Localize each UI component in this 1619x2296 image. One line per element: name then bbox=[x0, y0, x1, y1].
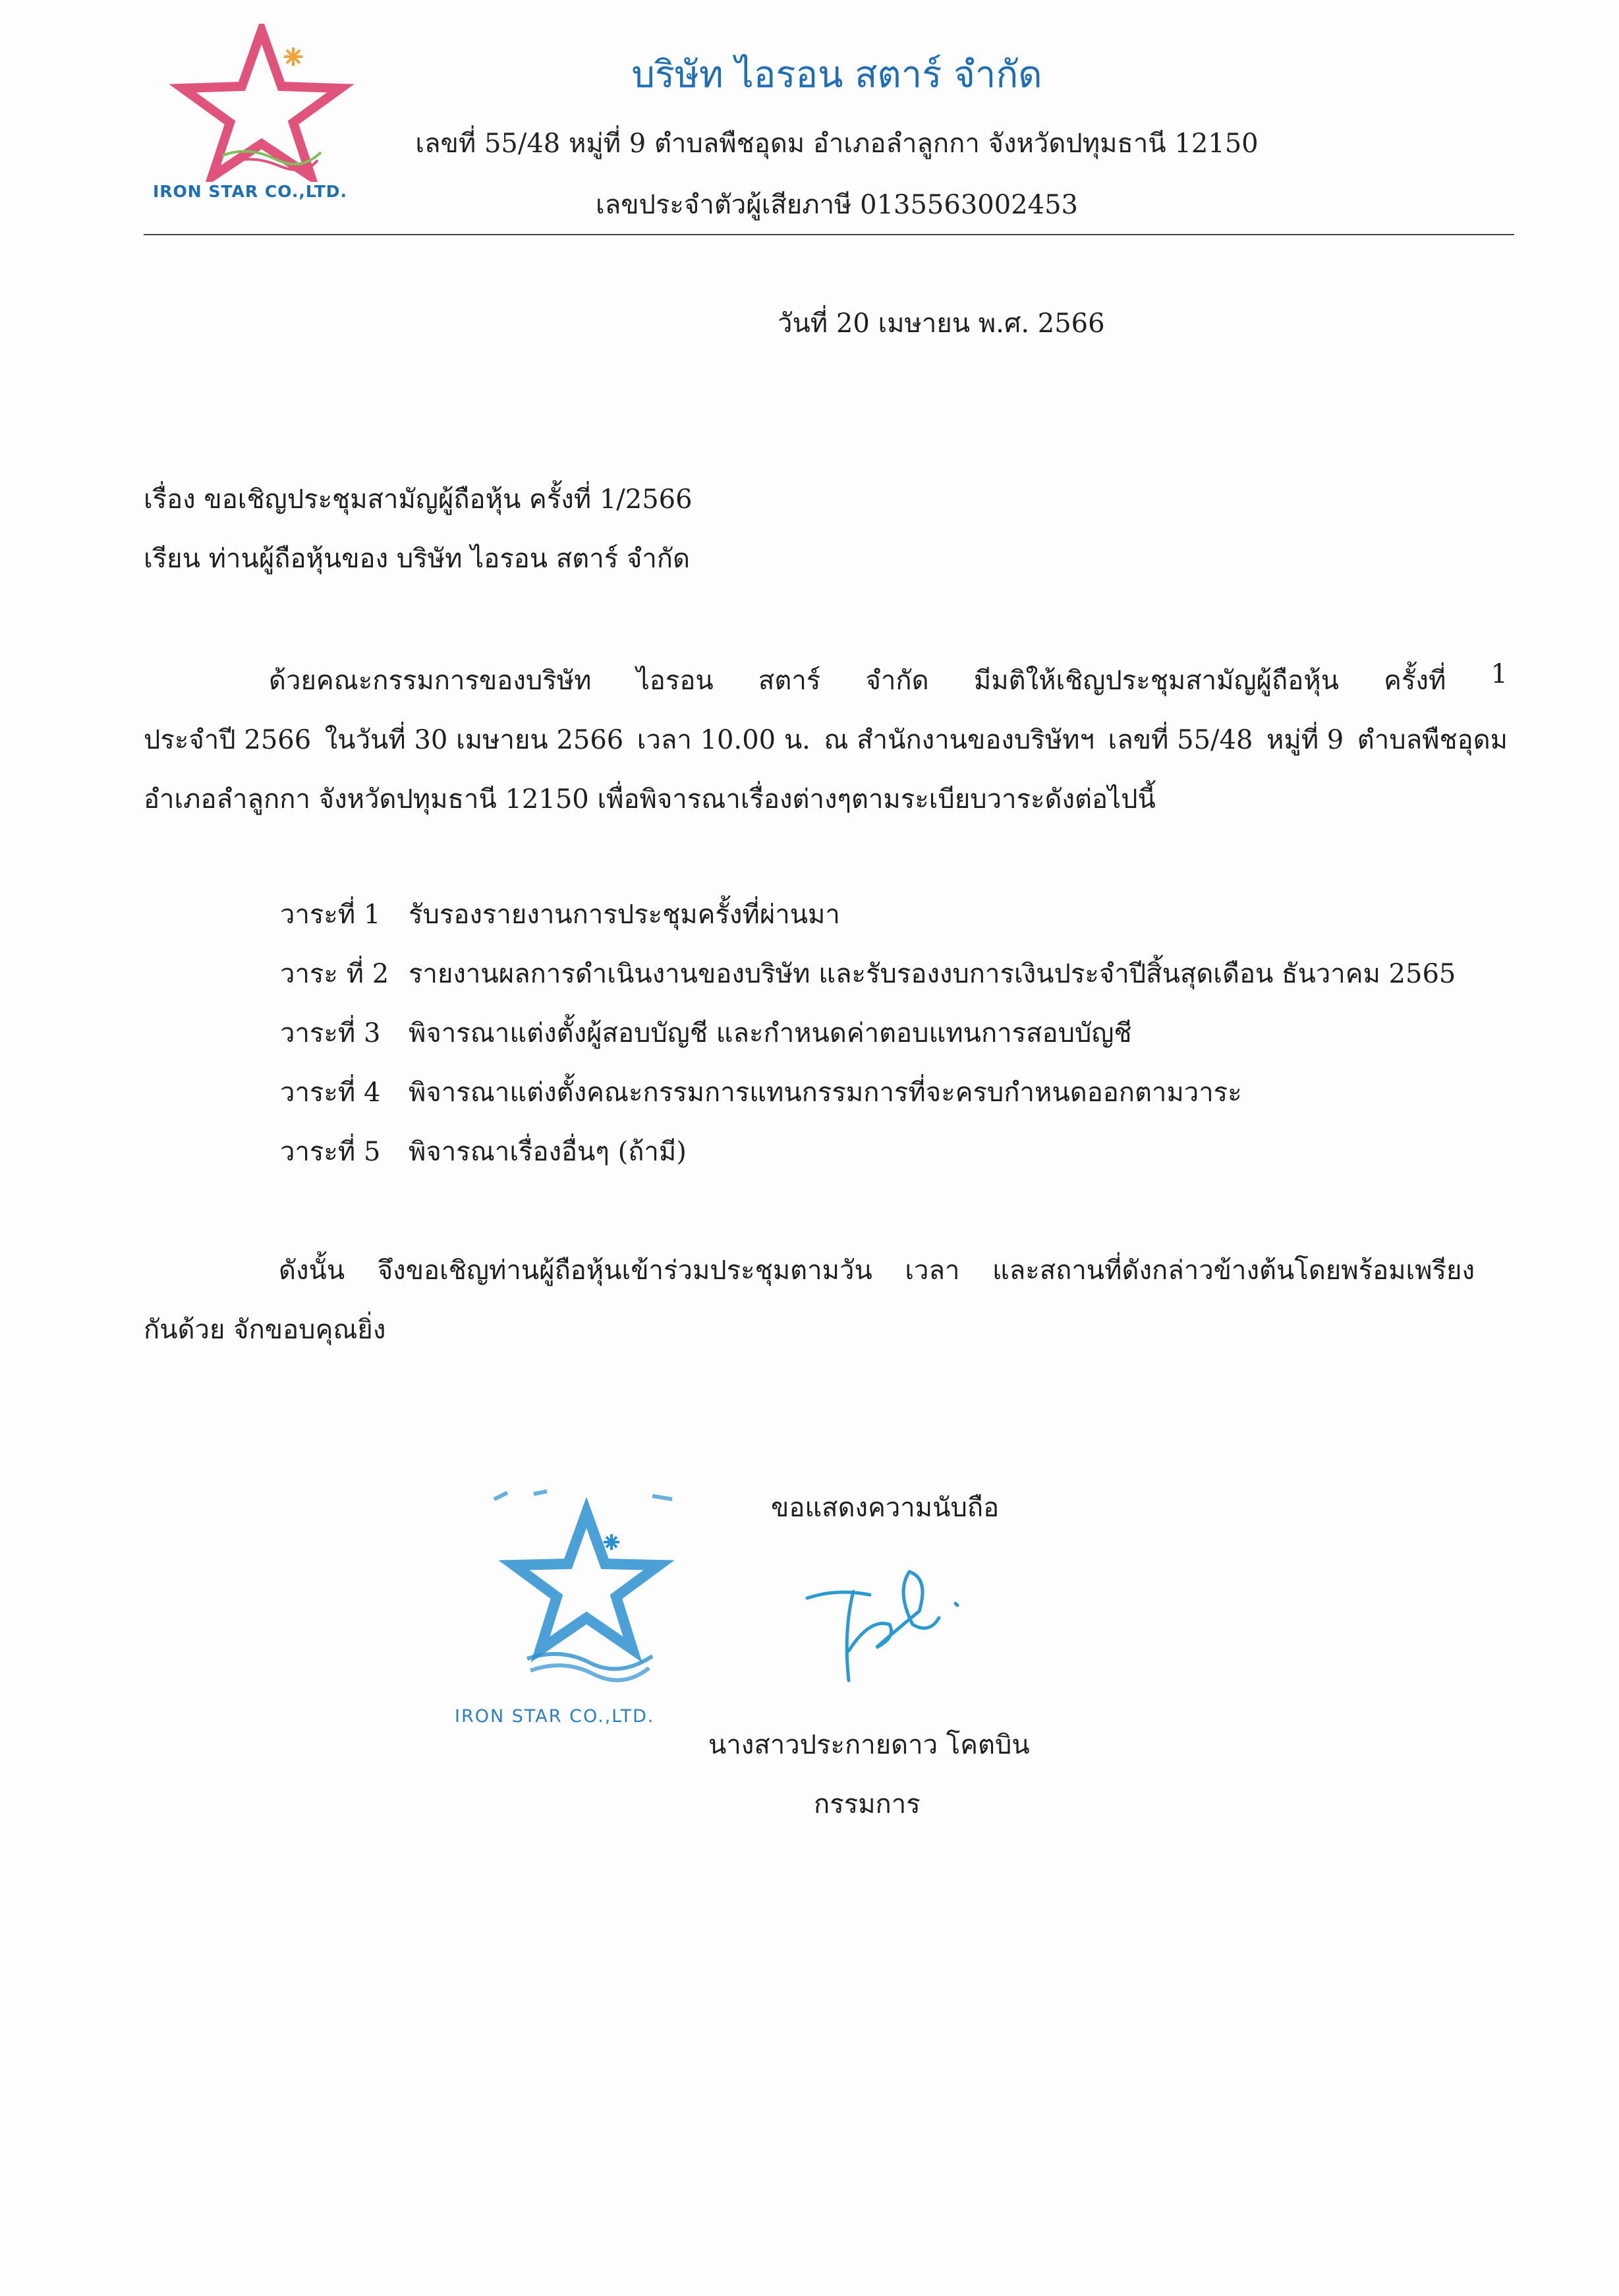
intro-word: ประจำปี 2566 bbox=[144, 725, 312, 755]
agenda-text: รายงานผลการดำเนินงานของบริษัท และรับรองงบการเงินประจำปีสิ้นสุดเดือน ธันวาคม 2565 bbox=[409, 959, 1456, 989]
intro-word: ณ สำนักงานของบริษัทฯ bbox=[824, 725, 1094, 755]
agenda-label: วาระที่ 3 bbox=[280, 1018, 381, 1048]
letter-date: วันที่ 20 เมษายน พ.ศ. 2566 bbox=[778, 308, 1105, 339]
closing-word: จึงขอเชิญท่านผู้ถือหุ้นเข้าร่วมประชุมตามวัน bbox=[377, 1255, 872, 1286]
company-stamp bbox=[455, 1486, 718, 1736]
intro-word: มีมติให้เชิญประชุมสามัญผู้ถือหุ้น bbox=[973, 666, 1339, 696]
closing-line-1 bbox=[144, 1249, 1475, 1291]
intro-line-2 bbox=[144, 718, 1508, 761]
intro-word: เลขที่ 55/48 bbox=[1108, 725, 1253, 755]
closing-line-2: กันด้วย จักขอบคุณยิ่ง bbox=[144, 1315, 386, 1345]
agenda-label: วาระ ที่ 2 bbox=[280, 959, 389, 989]
company-address: เลขที่ 55/48 หมู่ที่ 9 ตำบลพืชอุดม อำเภอลำลูกกา จังหวัดปทุมธานี 12150 bbox=[415, 129, 1259, 159]
company-tax-id: เลขประจำตัวผู้เสียภาษี 0135563002453 bbox=[596, 190, 1078, 220]
intro-word: หมู่ที่ 9 bbox=[1266, 725, 1344, 755]
agenda-label: วาระที่ 4 bbox=[280, 1077, 381, 1108]
intro-word: ตำบลพืชอุดม bbox=[1357, 725, 1508, 755]
closing-word: ดังนั้น bbox=[279, 1255, 345, 1286]
handwritten-signature bbox=[797, 1552, 995, 1717]
stamp-caption: IRON STAR CO.,LTD. bbox=[455, 1706, 655, 1727]
company-logo bbox=[153, 24, 370, 215]
agenda-item bbox=[280, 952, 1456, 994]
letter-subject: เรื่อง ขอเชิญประชุมสามัญผู้ถือหุ้น ครั้งที่ 1/2566 bbox=[144, 484, 693, 515]
signer-title: กรรมการ bbox=[814, 1789, 921, 1820]
company-name: บริษัท ไอรอน สตาร์ จำกัด bbox=[631, 53, 1042, 96]
agenda-item bbox=[280, 1130, 687, 1172]
intro-word: จำกัด bbox=[865, 666, 929, 696]
logo-caption: IRON STAR CO.,LTD. bbox=[153, 182, 347, 201]
signature-icon bbox=[797, 1552, 995, 1717]
agenda-item bbox=[280, 893, 840, 935]
closing-word: เวลา bbox=[905, 1255, 960, 1286]
intro-word: ไอรอน bbox=[636, 666, 714, 696]
agenda-text: พิจารณาแต่งตั้งคณะกรรมการแทนกรรมการที่จะครบกำหนดออกตามวาระ bbox=[409, 1077, 1242, 1108]
agenda-label: วาระที่ 5 bbox=[280, 1137, 381, 1167]
intro-word: ด้วยคณะกรรมการของบริษัท bbox=[269, 666, 592, 696]
agenda-text: พิจารณาเรื่องอื่นๆ (ถ้ามี) bbox=[409, 1137, 687, 1167]
intro-line-1 bbox=[144, 659, 1508, 701]
intro-word: ครั้งที่ bbox=[1384, 666, 1446, 696]
intro-word: ในวันที่ 30 เมษายน 2566 bbox=[324, 725, 624, 755]
regards-text: ขอแสดงความนับถือ bbox=[771, 1493, 1000, 1523]
signer-name: นางสาวประกายดาว โคตบิน bbox=[708, 1730, 1030, 1760]
intro-line-3: อำเภอลำลูกกา จังหวัดปทุมธานี 12150 เพื่อพิจารณาเรื่องต่างๆตามระเบียบวาระดังต่อไปนี้ bbox=[144, 784, 1156, 815]
header-divider bbox=[144, 234, 1514, 235]
agenda-item bbox=[280, 1012, 1132, 1054]
stamp-star-icon bbox=[455, 1486, 718, 1704]
intro-word: 1 bbox=[1491, 659, 1508, 689]
agenda-text: พิจารณาแต่งตั้งผู้สอบบัญชี และกำหนดค่าตอบแทนการสอบบัญชี bbox=[409, 1018, 1132, 1048]
agenda-label: วาระที่ 1 bbox=[280, 900, 381, 930]
intro-word: สตาร์ bbox=[758, 666, 821, 696]
agenda-text: รับรองรายงานการประชุมครั้งที่ผ่านมา bbox=[409, 900, 840, 930]
closing-word: และสถานที่ดังกล่าวข้างต้นโดยพร้อมเพรียง bbox=[992, 1255, 1475, 1286]
intro-word: เวลา 10.00 น. bbox=[637, 725, 810, 755]
agenda-item bbox=[280, 1071, 1242, 1113]
letter-recipient: เรียน ท่านผู้ถือหุ้นของ บริษัท ไอรอน สตาร์ จำกัด bbox=[144, 544, 691, 574]
